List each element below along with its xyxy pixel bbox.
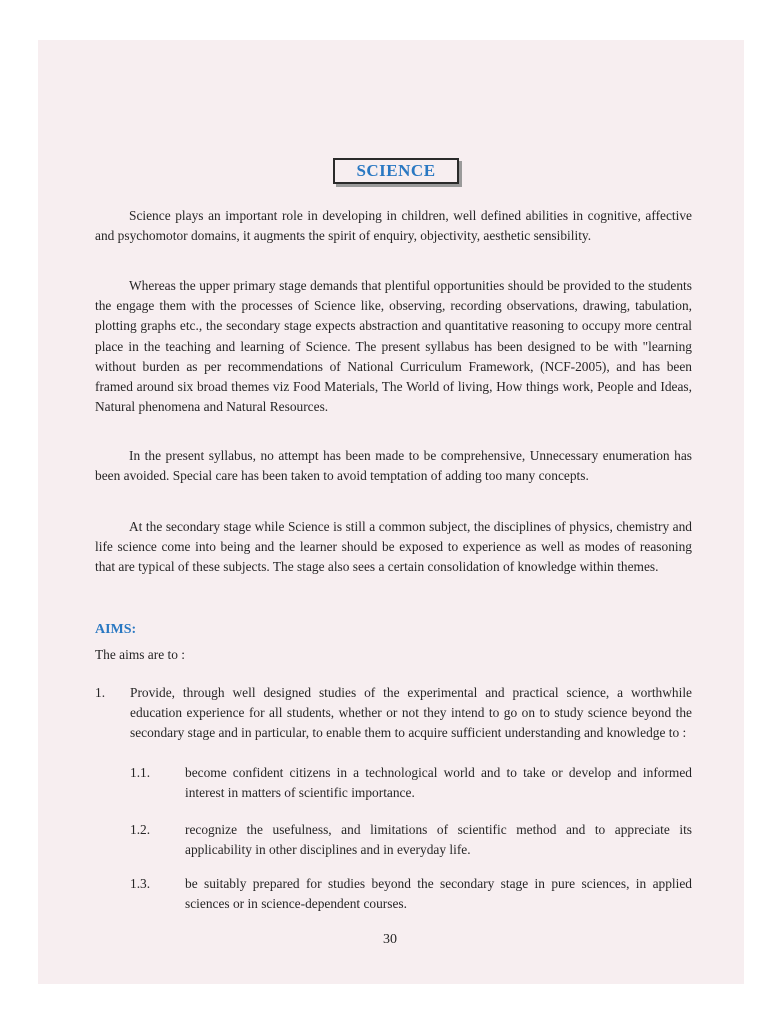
paragraph-secondary-stage: At the secondary stage while Science is still a common subject, the disciplines of physics, chemistry and life science come into being and the learner should be exposed to experience as well as modes of reasoning that are typical of these subjects. The stage also sees a certain consolidation of knowledge within themes. (95, 519, 692, 575)
aims-intro: The aims are to : (95, 647, 185, 662)
subaim-number: 1.1. (130, 765, 151, 780)
subaim-text: be suitably prepared for studies beyond the secondary stage in pure sciences, in applied sciences or in science-dependent courses. (185, 876, 692, 912)
page-number: 30 (383, 932, 397, 947)
subaim-text: become confident citizens in a technological world and to take or develop and informed interest in matters of scientific importance. (185, 765, 692, 801)
subaim-number: 1.3. (130, 876, 151, 891)
section-title: SCIENCE (356, 161, 436, 180)
paragraph-intro: Science plays an important role in developing in children, well defined abilities in cognitive, affective and psychomotor domains, it augments the spirit of enquiry, objectivity, aesthetic sensibility. (95, 208, 692, 244)
paragraph-present-syllabus: In the present syllabus, no attempt has been made to be comprehensive, Unnecessary enumeration has been avoided. Special care has been taken to avoid temptation of adding too many concepts. (95, 448, 692, 484)
subaim-number: 1.2. (130, 822, 151, 837)
aims-heading: AIMS: (95, 622, 137, 637)
section-title-box (333, 158, 459, 184)
aim-number: 1. (95, 685, 106, 700)
subaim-text: recognize the usefulness, and limitations of scientific method and to appreciate its applicability in other disciplines and in everyday life. (185, 822, 692, 858)
aim-text: Provide, through well designed studies of the experimental and practical science, a worthwhile education experience for all students, whether or not they intend to go on to study science beyond the secondary stage and in particular, to enable them to acquire sufficient understanding and knowledge to : (130, 685, 692, 741)
paragraph-upper-primary: Whereas the upper primary stage demands that plentiful opportunities should be provided to the students the engage them with the processes of Science like, observing, recording observations, drawing, tabulation, plotting graphs etc., the secondary stage expects abstraction and quantitative reasoning to occupy more central place in the teaching and learning of Science. The present syllabus has been designed to be with "learning without burden as per recommendations of National Curriculum Framework, (NCF-2005), and has been framed around six broad themes viz Food Materials, The World of living, How things work, People and Ideas, Natural phenomena and Natural Resources. (95, 278, 692, 415)
